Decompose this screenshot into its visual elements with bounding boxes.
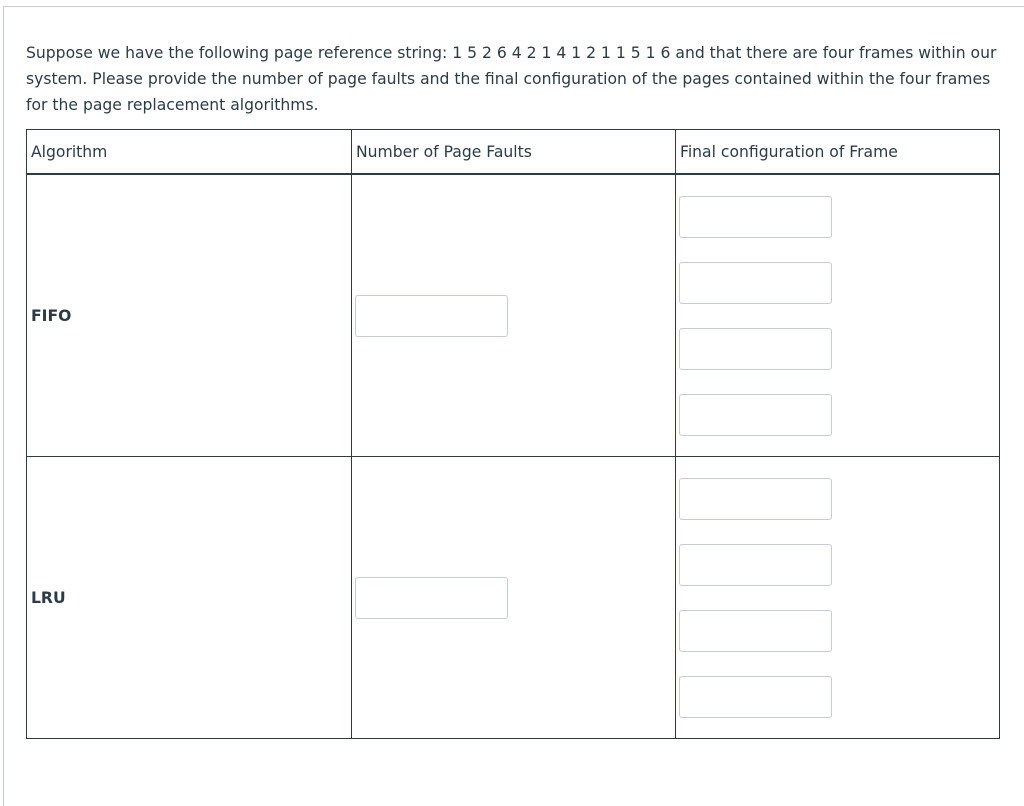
cell-faults-fifo <box>352 174 676 457</box>
cell-algorithm-fifo <box>27 174 352 457</box>
algorithm-label-fifo: FIFO <box>31 306 72 325</box>
lru-frame-3-input[interactable] <box>679 610 832 652</box>
lru-frame-4-input[interactable] <box>679 676 832 718</box>
question-text: Suppose we have the following page reference string: 1 5 2 6 4 2 1 4 1 2 1 1 5 1 6 and that there are four frames within our system. Please provide the number of page faults and the final configuration of the pages contained within the four frames for the page replacement algorithms. <box>26 44 997 114</box>
header-page-faults: Number of Page Faults <box>352 130 676 175</box>
fifo-page-faults-input[interactable] <box>355 295 508 337</box>
cell-frames-fifo <box>676 174 1000 457</box>
table-row-lru <box>27 457 1000 739</box>
answer-table <box>26 129 1000 739</box>
fifo-frame-4-input[interactable] <box>679 394 832 436</box>
table-row-fifo <box>27 174 1000 457</box>
cell-frames-lru <box>676 457 1000 739</box>
header-algorithm: Algorithm <box>27 130 352 175</box>
header-final-configuration: Final configuration of Frame <box>676 130 1000 175</box>
cell-algorithm-lru <box>27 457 352 739</box>
fifo-frame-1-input[interactable] <box>679 196 832 238</box>
table-header-row <box>27 130 1000 175</box>
lru-frame-2-input[interactable] <box>679 544 832 586</box>
lru-page-faults-input[interactable] <box>355 577 508 619</box>
algorithm-label-lru: LRU <box>31 588 66 607</box>
fifo-frame-2-input[interactable] <box>679 262 832 304</box>
fifo-frame-3-input[interactable] <box>679 328 832 370</box>
lru-frame-1-input[interactable] <box>679 478 832 520</box>
cell-faults-lru <box>352 457 676 739</box>
